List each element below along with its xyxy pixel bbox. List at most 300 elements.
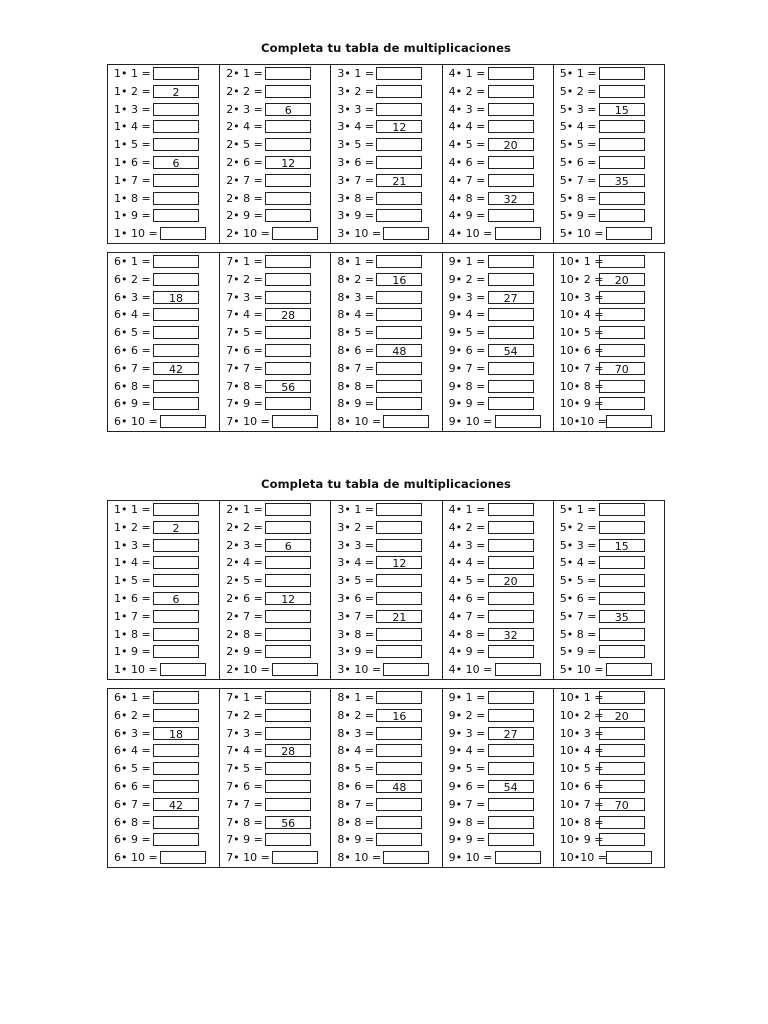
answer-box[interactable] <box>265 138 311 151</box>
multiplication-row <box>443 343 554 361</box>
answer-box[interactable] <box>606 227 652 240</box>
equation-label: 4• 8 = <box>448 191 486 205</box>
equation-label: 1• 1 = <box>114 503 151 516</box>
multiplication-row <box>443 761 554 779</box>
answer-box[interactable] <box>599 592 645 605</box>
multiplication-row <box>220 573 331 591</box>
multiplication-row <box>554 815 665 833</box>
answer-box[interactable] <box>488 762 534 775</box>
answer-box[interactable]: 28 <box>265 308 311 321</box>
multiplication-row <box>220 208 331 226</box>
answer-box[interactable] <box>376 209 422 222</box>
equation-label: 9• 2 = <box>448 272 486 286</box>
answer-box[interactable] <box>488 691 534 704</box>
answer-box[interactable] <box>265 174 311 187</box>
answer-box[interactable] <box>153 308 199 321</box>
answer-box[interactable] <box>153 645 199 658</box>
equation-label: 5• 7 = <box>559 609 597 623</box>
answer-box[interactable] <box>265 192 311 205</box>
answer-box[interactable] <box>383 663 429 676</box>
answer-box[interactable] <box>488 397 534 410</box>
answer-box[interactable] <box>153 628 199 641</box>
answer-box[interactable] <box>376 798 422 811</box>
answer-box[interactable] <box>153 326 199 339</box>
answer-box[interactable] <box>160 663 206 676</box>
answer-box[interactable] <box>153 344 199 357</box>
equation-label: 3• 6 = <box>337 592 375 605</box>
multiplication-row <box>331 850 442 868</box>
answer-box[interactable] <box>495 415 541 428</box>
equation-label: 6• 10 = <box>114 851 158 865</box>
answer-box[interactable] <box>376 816 422 829</box>
equation-label: 6• 8 = <box>114 379 151 393</box>
answer-box[interactable] <box>376 833 422 846</box>
answer-box[interactable] <box>265 762 311 775</box>
multiplication-row <box>443 325 554 343</box>
answer-box[interactable] <box>488 85 534 98</box>
equation-label: 2• 8 = <box>226 627 263 641</box>
answer-box[interactable] <box>272 227 318 240</box>
answer-box[interactable] <box>495 663 541 676</box>
multiplication-row <box>108 609 219 627</box>
answer-box[interactable] <box>488 592 534 605</box>
multiplication-row <box>443 815 554 833</box>
answer-box[interactable] <box>265 326 311 339</box>
equation-label: 7• 10 = <box>226 415 270 429</box>
multiplication-row <box>554 502 665 520</box>
multiplication-row <box>554 591 665 609</box>
answer-box[interactable]: 12 <box>376 556 422 569</box>
answer-box[interactable] <box>376 308 422 321</box>
answer-box[interactable] <box>599 326 645 339</box>
answer-box[interactable]: 12 <box>376 120 422 133</box>
answer-box[interactable]: 56 <box>265 816 311 829</box>
equation-label: 10•10 = <box>559 851 607 865</box>
answer-box[interactable] <box>376 103 422 116</box>
equation-label: 1• 3 = <box>114 538 151 552</box>
answer-box[interactable]: 54 <box>488 780 534 793</box>
multiplication-row <box>108 84 219 102</box>
answer-box[interactable]: 18 <box>153 727 199 740</box>
table-column <box>108 501 219 679</box>
answer-box[interactable] <box>153 574 199 587</box>
answer-box[interactable]: 15 <box>599 103 645 116</box>
answer-box[interactable] <box>376 503 422 516</box>
equation-label: 8• 7 = <box>337 361 375 375</box>
table-block <box>107 64 665 244</box>
answer-box[interactable] <box>160 851 206 864</box>
answer-box[interactable] <box>376 592 422 605</box>
answer-box[interactable] <box>265 521 311 534</box>
equation-label: 1• 8 = <box>114 191 151 205</box>
answer-box[interactable]: 12 <box>265 592 311 605</box>
multiplication-row <box>443 520 554 538</box>
answer-box[interactable] <box>272 851 318 864</box>
answer-box[interactable] <box>488 556 534 569</box>
answer-box[interactable] <box>599 156 645 169</box>
equation-label: 1• 1 = <box>114 67 151 80</box>
equation-label: 1• 8 = <box>114 627 151 641</box>
multiplication-row <box>108 815 219 833</box>
equation-label: 1• 9 = <box>114 209 151 223</box>
multiplication-row <box>554 137 665 155</box>
multiplication-row <box>554 743 665 761</box>
equation-label: 9• 4 = <box>448 308 486 322</box>
answer-box[interactable] <box>160 415 206 428</box>
multiplication-row <box>331 520 442 538</box>
equation-label: 5• 8 = <box>559 191 597 205</box>
equation-label: 3• 7 = <box>337 173 375 187</box>
answer-box[interactable] <box>265 691 311 704</box>
answer-box[interactable] <box>599 255 645 268</box>
answer-box[interactable] <box>599 209 645 222</box>
answer-box[interactable] <box>265 344 311 357</box>
answer-box[interactable]: 27 <box>488 291 534 304</box>
answer-box[interactable]: 28 <box>265 744 311 757</box>
answer-box[interactable]: 20 <box>488 138 534 151</box>
answer-box[interactable] <box>376 85 422 98</box>
multiplication-row <box>443 155 554 173</box>
equation-label: 4• 10 = <box>448 227 493 241</box>
answer-box[interactable] <box>599 308 645 321</box>
equation-label: 4• 8 = <box>448 627 486 641</box>
equation-label: 6• 10 = <box>114 415 158 429</box>
answer-box[interactable] <box>488 744 534 757</box>
answer-box[interactable] <box>265 209 311 222</box>
answer-box[interactable]: 21 <box>376 610 422 623</box>
answer-box[interactable] <box>376 762 422 775</box>
answer-box[interactable] <box>599 67 645 80</box>
answer-box[interactable]: 42 <box>153 362 199 375</box>
table-block <box>107 252 665 432</box>
multiplication-row <box>443 173 554 191</box>
equation-label: 4• 5 = <box>448 138 486 152</box>
answer-box[interactable] <box>599 833 645 846</box>
equation-label: 8• 6 = <box>337 780 375 793</box>
answer-box[interactable] <box>376 691 422 704</box>
answer-box[interactable] <box>376 362 422 375</box>
answer-box[interactable] <box>599 85 645 98</box>
multiplication-row <box>443 743 554 761</box>
answer-box[interactable] <box>265 67 311 80</box>
answer-box[interactable] <box>376 67 422 80</box>
answer-box[interactable] <box>272 415 318 428</box>
answer-box[interactable] <box>265 85 311 98</box>
equation-label: 2• 9 = <box>226 645 263 659</box>
answer-box[interactable]: 6 <box>153 592 199 605</box>
answer-box[interactable] <box>265 727 311 740</box>
answer-box[interactable] <box>265 610 311 623</box>
answer-box[interactable] <box>606 663 652 676</box>
answer-box[interactable] <box>599 780 645 793</box>
multiplication-row <box>220 414 331 432</box>
answer-box[interactable] <box>488 521 534 534</box>
answer-box[interactable]: 2 <box>153 85 199 98</box>
answer-box[interactable] <box>376 539 422 552</box>
answer-box[interactable] <box>488 174 534 187</box>
equation-label: 10• 6 = <box>559 780 604 793</box>
answer-box[interactable] <box>488 645 534 658</box>
answer-box[interactable] <box>265 780 311 793</box>
answer-box[interactable]: 35 <box>599 610 645 623</box>
answer-box[interactable]: 35 <box>599 174 645 187</box>
answer-box[interactable] <box>376 744 422 757</box>
table-column <box>219 253 331 431</box>
answer-box[interactable] <box>153 503 199 516</box>
answer-box[interactable] <box>599 744 645 757</box>
answer-box[interactable]: 6 <box>265 539 311 552</box>
answer-box[interactable]: 2 <box>153 521 199 534</box>
equation-label: 2• 1 = <box>226 503 263 516</box>
answer-box[interactable] <box>376 291 422 304</box>
answer-box[interactable] <box>488 67 534 80</box>
answer-box[interactable]: 42 <box>153 798 199 811</box>
multiplication-row <box>331 644 442 662</box>
equation-label: 7• 6 = <box>226 780 263 793</box>
equation-label: 6• 3 = <box>114 290 151 304</box>
answer-box[interactable]: 21 <box>376 174 422 187</box>
answer-box[interactable] <box>153 192 199 205</box>
multiplication-row <box>108 361 219 379</box>
equation-label: 9• 9 = <box>448 833 486 847</box>
answer-box[interactable] <box>153 762 199 775</box>
answer-box[interactable] <box>599 762 645 775</box>
multiplication-row <box>443 502 554 520</box>
multiplication-row <box>220 690 331 708</box>
multiplication-row <box>443 797 554 815</box>
answer-box[interactable] <box>153 744 199 757</box>
equation-label: 6• 4 = <box>114 308 151 322</box>
answer-box[interactable] <box>376 397 422 410</box>
answer-box[interactable] <box>383 851 429 864</box>
answer-box[interactable] <box>495 227 541 240</box>
answer-box[interactable] <box>376 380 422 393</box>
answer-box[interactable] <box>599 691 645 704</box>
equation-label: 9• 4 = <box>448 744 486 758</box>
answer-box[interactable] <box>488 156 534 169</box>
multiplication-row <box>554 226 665 244</box>
equation-label: 4• 3 = <box>448 102 486 116</box>
answer-box[interactable] <box>606 851 652 864</box>
answer-box[interactable] <box>153 174 199 187</box>
answer-box[interactable] <box>265 798 311 811</box>
answer-box[interactable] <box>153 816 199 829</box>
answer-box[interactable] <box>599 816 645 829</box>
answer-box[interactable] <box>376 255 422 268</box>
answer-box[interactable]: 18 <box>153 291 199 304</box>
answer-box[interactable]: 6 <box>153 156 199 169</box>
answer-box[interactable] <box>599 192 645 205</box>
answer-box[interactable] <box>265 397 311 410</box>
answer-box[interactable] <box>160 227 206 240</box>
answer-box[interactable] <box>153 209 199 222</box>
multiplication-row <box>443 555 554 573</box>
answer-box[interactable]: 54 <box>488 344 534 357</box>
answer-box[interactable]: 70 <box>599 798 645 811</box>
equation-label: 6• 7 = <box>114 797 151 811</box>
multiplication-row <box>220 797 331 815</box>
equation-label: 6• 2 = <box>114 272 151 286</box>
answer-box[interactable] <box>265 709 311 722</box>
answer-box[interactable] <box>488 103 534 116</box>
equation-label: 8• 6 = <box>337 344 375 357</box>
answer-box[interactable] <box>376 156 422 169</box>
answer-box[interactable] <box>599 556 645 569</box>
answer-box[interactable] <box>599 574 645 587</box>
answer-box[interactable] <box>488 816 534 829</box>
equation-label: 7• 4 = <box>226 744 263 758</box>
answer-box[interactable]: 70 <box>599 362 645 375</box>
answer-box[interactable] <box>488 610 534 623</box>
answer-box[interactable] <box>488 273 534 286</box>
answer-box[interactable] <box>153 273 199 286</box>
answer-box[interactable] <box>153 138 199 151</box>
answer-box[interactable] <box>488 308 534 321</box>
answer-box[interactable] <box>265 362 311 375</box>
equation-label: 2• 4 = <box>226 556 263 570</box>
multiplication-row <box>108 155 219 173</box>
answer-box[interactable] <box>265 120 311 133</box>
answer-box[interactable] <box>599 291 645 304</box>
answer-box[interactable]: 48 <box>376 780 422 793</box>
table-column <box>330 689 442 867</box>
equation-label: 1• 5 = <box>114 138 151 152</box>
answer-box[interactable] <box>376 727 422 740</box>
answer-box[interactable] <box>153 556 199 569</box>
answer-box[interactable] <box>488 833 534 846</box>
answer-box[interactable] <box>599 344 645 357</box>
multiplication-row <box>220 226 331 244</box>
answer-box[interactable] <box>376 192 422 205</box>
answer-box[interactable] <box>265 628 311 641</box>
answer-box[interactable] <box>265 556 311 569</box>
multiplication-row <box>554 254 665 272</box>
answer-box[interactable] <box>153 255 199 268</box>
answer-box[interactable] <box>599 645 645 658</box>
answer-box[interactable] <box>265 833 311 846</box>
multiplication-row <box>554 520 665 538</box>
equation-label: 4• 4 = <box>448 120 486 134</box>
table-block <box>107 688 665 868</box>
multiplication-row <box>108 779 219 797</box>
answer-box[interactable]: 20 <box>599 709 645 722</box>
answer-box[interactable] <box>383 415 429 428</box>
answer-box[interactable] <box>599 521 645 534</box>
answer-box[interactable]: 15 <box>599 539 645 552</box>
answer-box[interactable]: 16 <box>376 709 422 722</box>
answer-box[interactable] <box>488 120 534 133</box>
answer-box[interactable] <box>488 709 534 722</box>
multiplication-row <box>443 396 554 414</box>
answer-box[interactable] <box>153 103 199 116</box>
answer-box[interactable] <box>495 851 541 864</box>
table-column <box>442 65 554 243</box>
equation-label: 2• 4 = <box>226 120 263 134</box>
answer-box[interactable] <box>153 691 199 704</box>
answer-box[interactable] <box>376 326 422 339</box>
answer-box[interactable] <box>153 709 199 722</box>
answer-box[interactable] <box>599 503 645 516</box>
answer-box[interactable] <box>488 380 534 393</box>
answer-box[interactable] <box>376 574 422 587</box>
answer-box[interactable] <box>376 521 422 534</box>
answer-box[interactable] <box>488 255 534 268</box>
answer-box[interactable] <box>265 291 311 304</box>
answer-box[interactable]: 20 <box>599 273 645 286</box>
answer-box[interactable]: 6 <box>265 103 311 116</box>
answer-box[interactable] <box>488 798 534 811</box>
multiplication-row <box>554 609 665 627</box>
multiplication-row <box>554 850 665 868</box>
answer-box[interactable] <box>153 120 199 133</box>
answer-box[interactable] <box>265 645 311 658</box>
answer-box[interactable] <box>376 645 422 658</box>
answer-box[interactable] <box>488 503 534 516</box>
answer-box[interactable] <box>383 227 429 240</box>
answer-box[interactable] <box>153 67 199 80</box>
answer-box[interactable] <box>599 380 645 393</box>
answer-box[interactable]: 27 <box>488 727 534 740</box>
equation-label: 5• 4 = <box>559 556 597 570</box>
answer-box[interactable] <box>153 539 199 552</box>
answer-box[interactable] <box>606 415 652 428</box>
answer-box[interactable] <box>265 273 311 286</box>
answer-box[interactable] <box>488 209 534 222</box>
answer-box[interactable] <box>376 628 422 641</box>
answer-box[interactable]: 12 <box>265 156 311 169</box>
answer-box[interactable] <box>153 380 199 393</box>
answer-box[interactable] <box>488 539 534 552</box>
answer-box[interactable] <box>265 574 311 587</box>
equation-label: 2• 9 = <box>226 209 263 223</box>
answer-box[interactable]: 16 <box>376 273 422 286</box>
table-column <box>108 689 219 867</box>
answer-box[interactable] <box>153 780 199 793</box>
equation-label: 8• 1 = <box>337 255 375 268</box>
multiplication-row <box>331 102 442 120</box>
multiplication-row <box>443 254 554 272</box>
answer-box[interactable] <box>153 397 199 410</box>
answer-box[interactable] <box>599 397 645 410</box>
answer-box[interactable] <box>599 120 645 133</box>
answer-box[interactable] <box>153 610 199 623</box>
answer-box[interactable]: 32 <box>488 628 534 641</box>
answer-box[interactable]: 32 <box>488 192 534 205</box>
equation-label: 7• 5 = <box>226 326 263 340</box>
answer-box[interactable] <box>599 628 645 641</box>
answer-box[interactable] <box>153 833 199 846</box>
answer-box[interactable] <box>599 138 645 151</box>
equation-label: 10• 8 = <box>559 815 604 829</box>
equation-label: 10• 9 = <box>559 397 604 411</box>
answer-box[interactable] <box>272 663 318 676</box>
answer-box[interactable] <box>376 138 422 151</box>
answer-box[interactable] <box>488 326 534 339</box>
answer-box[interactable]: 20 <box>488 574 534 587</box>
multiplication-row <box>331 325 442 343</box>
answer-box[interactable] <box>265 503 311 516</box>
equation-label: 10• 1 = <box>559 691 604 704</box>
answer-box[interactable] <box>599 727 645 740</box>
multiplication-row <box>108 119 219 137</box>
answer-box[interactable] <box>265 255 311 268</box>
equation-label: 5• 6 = <box>559 156 597 169</box>
equation-label: 2• 1 = <box>226 67 263 80</box>
equation-label: 9• 6 = <box>448 780 486 793</box>
answer-box[interactable]: 48 <box>376 344 422 357</box>
answer-box[interactable]: 56 <box>265 380 311 393</box>
answer-box[interactable] <box>488 362 534 375</box>
